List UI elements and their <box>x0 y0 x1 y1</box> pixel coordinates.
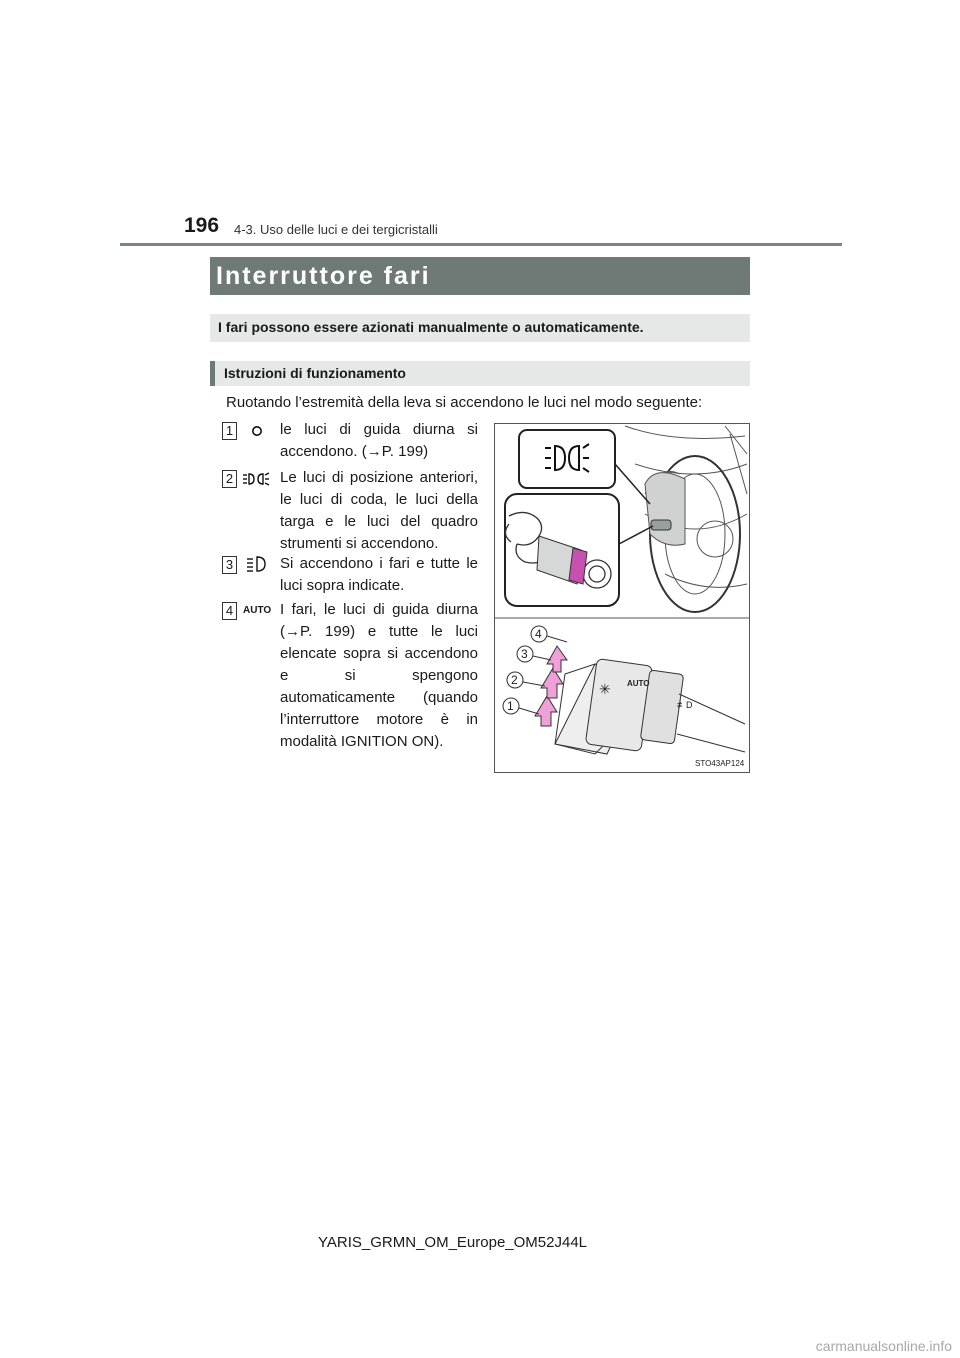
page-number: 196 <box>184 214 220 237</box>
footer-document-id: YARIS_GRMN_OM_Europe_OM52J44L <box>318 1234 588 1251</box>
section-heading: Istruzioni di funzionamento <box>224 365 406 381</box>
item-text-1: le luci di guida diurna si accendono. (→P. 199) <box>280 421 478 460</box>
intro-text: I fari possono essere azionati manualmente o automaticamente. <box>218 319 644 335</box>
item-number-2: 2 <box>222 470 237 488</box>
lever-light-symbol: ✳ <box>599 681 611 697</box>
figure-callout-1: 1 <box>507 699 514 713</box>
item-text-3: Si accendono i fari e tutte le luci sopra indicate. <box>280 555 478 594</box>
section-breadcrumb: 4-3. Uso delle luci e dei tergicristalli <box>234 222 438 237</box>
header-divider <box>120 243 842 246</box>
lead-text: Ruotando l’estremità della leva si accendono le luci nel modo seguente: <box>226 394 703 411</box>
headlight-switch-figure <box>494 423 750 773</box>
position-lights-icon <box>242 470 270 493</box>
lever-fog-symbol: ≢D <box>677 700 693 710</box>
item-text-4: I fari, le luci di guida diurna (→P. 199) e tutte le luci elencate sopra si accendono e si spengono automaticamente (quando l’interruttore motore è in modalità IGNITION ON). <box>280 601 478 750</box>
figure-callout-4: 4 <box>535 627 542 641</box>
headlight-icon <box>246 555 266 578</box>
drl-icon <box>250 424 266 443</box>
item-number-4: 4 <box>222 602 237 620</box>
page-title: Interruttore fari <box>216 262 431 290</box>
auto-symbol: AUTO <box>243 605 272 616</box>
section-heading-box <box>210 361 750 386</box>
intro-box <box>210 314 750 342</box>
item-number-1: 1 <box>222 422 237 440</box>
figure-code: STO43AP124 <box>695 759 745 768</box>
item-text-2: Le luci di posizione anteriori, le luci di coda, le luci della targa e le luci del quadro strumenti si accendono. <box>280 469 478 552</box>
lever-auto-label: AUTO <box>627 679 650 688</box>
figure-callout-3: 3 <box>521 647 528 661</box>
item-number-3: 3 <box>222 556 237 574</box>
page-title-bar <box>210 257 750 295</box>
figure-callout-2: 2 <box>511 673 518 687</box>
switch-illustration <box>495 424 749 772</box>
section-accent <box>210 361 215 386</box>
watermark: carmanualsonline.info <box>815 1338 952 1354</box>
